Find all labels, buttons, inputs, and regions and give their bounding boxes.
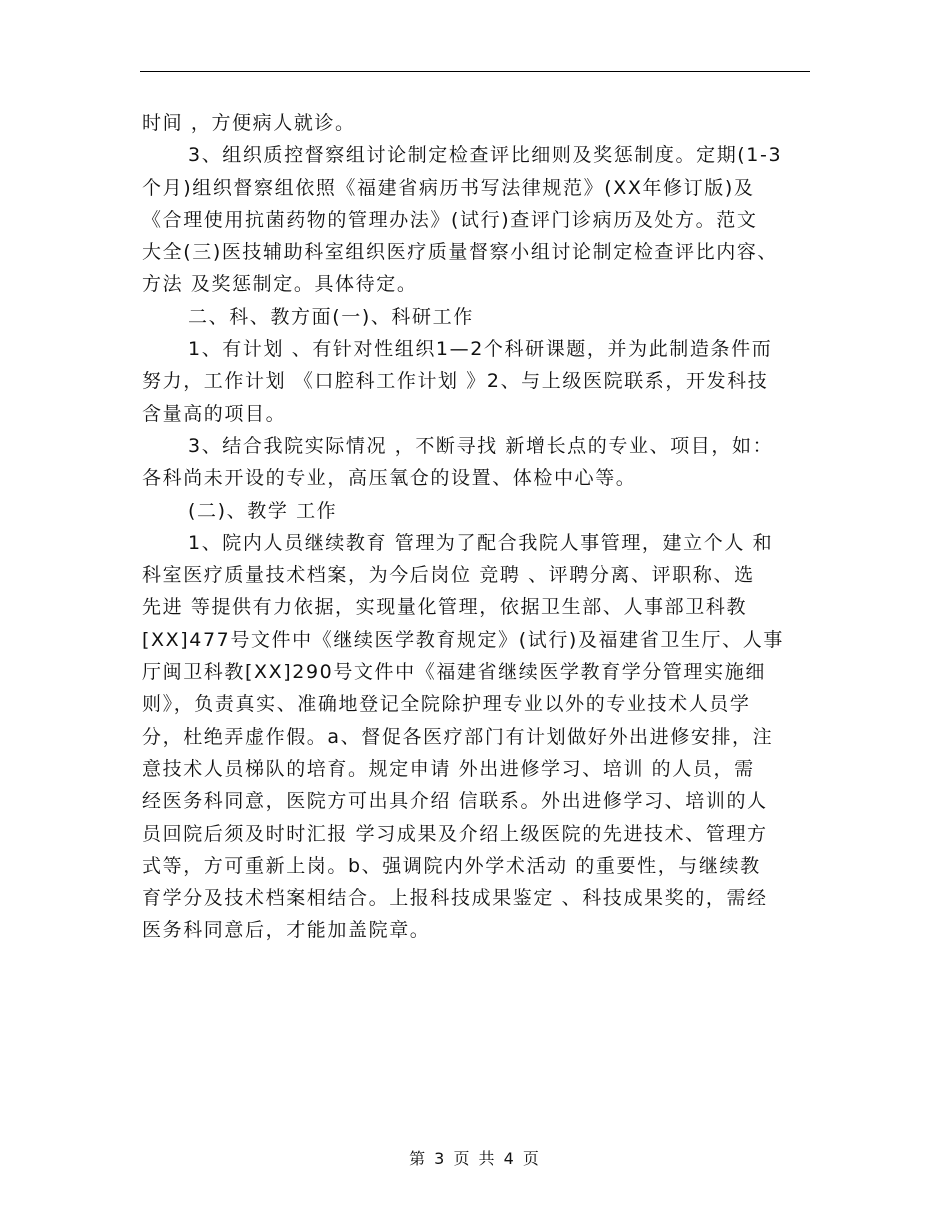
text-line: 则》，负责真实、准确地登记全院除护理专业以外的专业技术人员学 [142,693,751,716]
text-line: 分，杜绝弄虚作假。a、督促各医疗部门有计划做好外出进修安排，注 [142,725,774,748]
text-line: (二)、教学 工作 [188,499,338,522]
text-line: 经医务科同意，医院方可出具介绍 信联系。外出进修学习、培训的人 [142,790,768,813]
text-line: 育学分及技术档案相结合。上报科技成果鉴定 、科技成果奖的，需经 [142,887,768,910]
page-footer: 第 3 页 共 4 页 [409,1149,541,1168]
text-line: 1、院内人员继续教育 管理为了配合我院人事管理，建立个人 和 [188,531,774,554]
text-line: 含量高的项目。 [142,402,287,425]
text-line: 二、科、教方面(一)、科研工作 [188,305,474,328]
text-line: 大全(三)医技辅助科室组织医疗质量督察小组讨论制定检查评比内容、 [142,241,779,264]
text-line: 1、有计划 、有针对性组织1—2个科研课题，并为此制造条件而 [188,338,773,361]
text-line: 员回院后须及时时汇报 学习成果及介绍上级医院的先进技术、管理方 [142,822,768,845]
document-body [142,107,810,947]
text-line: 3、结合我院实际情况 ，不断寻找 新增长点的专业、项目，如： [188,434,774,457]
text-line: 医务科同意后，才能加盖院章。 [142,919,431,942]
text-line: 先进 等提供有力依据，实现量化管理，依据卫生部、人事部卫科教 [142,596,748,619]
text-line: 厅闽卫科教[XX]290号文件中《福建省继续医学教育学分管理实施细 [142,661,766,684]
text-line: 3、组织质控督察组讨论制定检查评比细则及奖惩制度。定期(1-3 [188,144,783,167]
text-line: 时间 ，方便病人就诊。 [142,112,356,134]
text-line: 个月)组织督察组依照《福建省病历书写法律规范》(XX年修订版)及 [142,176,755,199]
text-line: 各科尚未开设的专业，高压氧仓的设置、体检中心等。 [142,467,637,490]
header-rule [140,71,810,72]
text-line: 努力，工作计划 《口腔科工作计划 》2、与上级医院联系，开发科技 [142,370,769,393]
text-line: 式等，方可重新上岗。b、强调院内外学术活动 的重要性，与继续教 [142,854,761,877]
text-line: 科室医疗质量技术档案，为今后岗位 竞聘 、评聘分离、评职称、选 [142,564,755,587]
text-line: 方法 及奖惩制定。具体待定。 [142,273,418,296]
text-line: 《合理使用抗菌药物的管理办法》(试行)查评门诊病历及处方。范文 [142,208,758,231]
text-line: [XX]477号文件中《继续医学教育规定》(试行)及福建省卫生厅、人事 [142,628,784,651]
text-line: 意技术人员梯队的培育。规定申请 外出进修学习、培训 的人员，需 [142,757,755,780]
